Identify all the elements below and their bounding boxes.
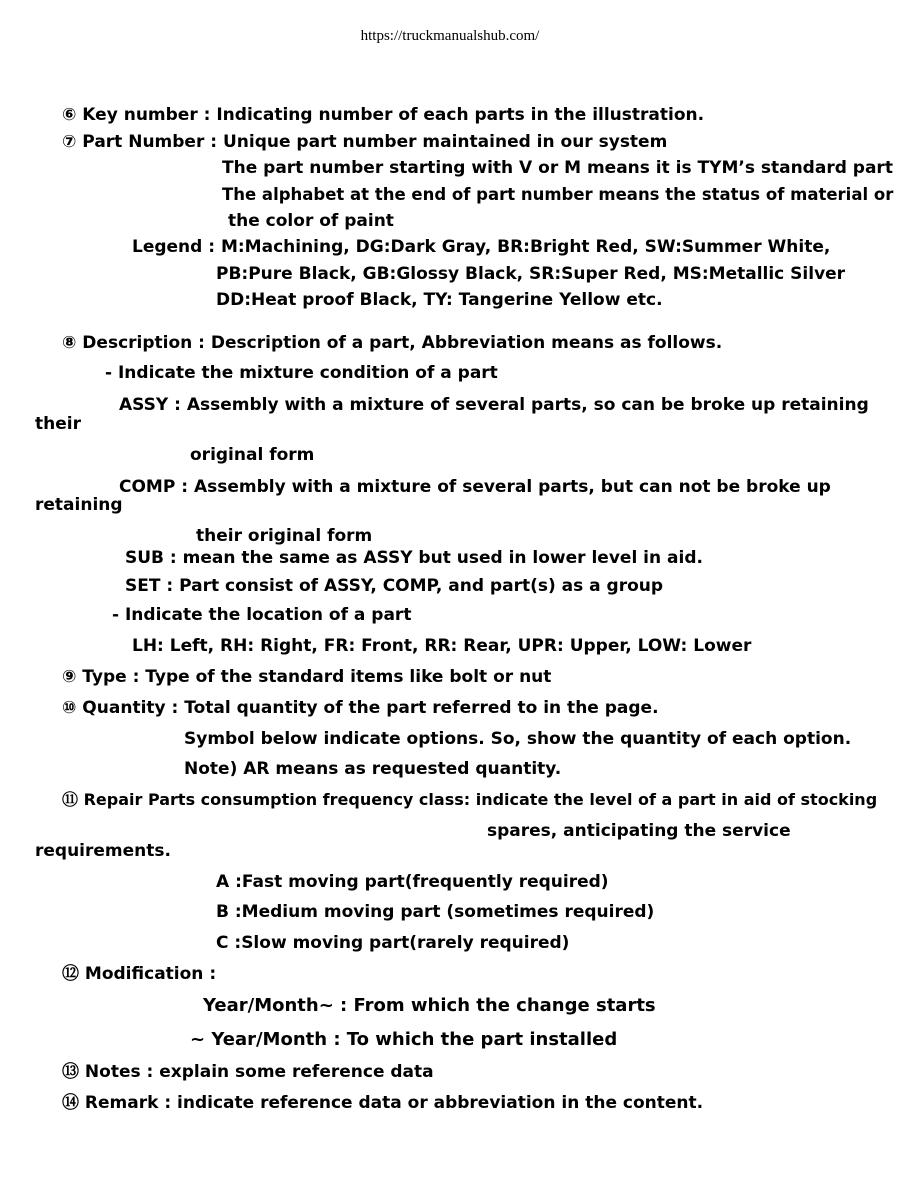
remark-heading: ⑭ Remark : indicate reference data or abbreviation in the content. bbox=[62, 1093, 704, 1113]
legend-line-1: Legend : M:Machining, DG:Dark Gray, BR:Bright Red, SW:Summer White, bbox=[132, 237, 831, 257]
quantity-heading: ⑩ Quantity : Total quantity of the part referred to in the page. bbox=[62, 698, 659, 718]
class-a: A :Fast moving part(frequently required) bbox=[216, 872, 609, 892]
comp-definition-wrap: retaining bbox=[35, 495, 123, 515]
comp-definition-cont: their original form bbox=[196, 526, 373, 546]
repair-class-line-2: requirements. bbox=[35, 841, 171, 861]
mixture-condition-title: - Indicate the mixture condition of a part bbox=[105, 363, 498, 383]
assy-definition-wrap: their bbox=[35, 414, 81, 434]
legend-line-3: DD:Heat proof Black, TY: Tangerine Yellow etc. bbox=[216, 290, 663, 310]
page-url: https://truckmanualshub.com/ bbox=[360, 28, 540, 44]
quantity-line-2: Note) AR means as requested quantity. bbox=[184, 759, 562, 779]
repair-class-heading: ⑪ Repair Parts consumption frequency class: indicate the level of a part in aid of stocking bbox=[62, 790, 878, 809]
location-title: - Indicate the location of a part bbox=[112, 605, 412, 625]
part-number-line-2: The alphabet at the end of part number means the status of material or bbox=[222, 185, 894, 204]
key-number-heading: ⑥ Key number : Indicating number of each parts in the illustration. bbox=[62, 105, 705, 125]
assy-definition-cont: original form bbox=[190, 445, 315, 465]
set-definition: SET : Part consist of ASSY, COMP, and part(s) as a group bbox=[125, 576, 664, 596]
comp-definition: COMP : Assembly with a mixture of several parts, but can not be broke up bbox=[119, 477, 831, 497]
class-b: B :Medium moving part (sometimes required) bbox=[216, 902, 655, 922]
quantity-line-1: Symbol below indicate options. So, show the quantity of each option. bbox=[184, 729, 852, 749]
location-values: LH: Left, RH: Right, FR: Front, RR: Rear, UPR: Upper, LOW: Lower bbox=[132, 636, 752, 656]
type-heading: ⑨ Type : Type of the standard items like bolt or nut bbox=[62, 667, 552, 687]
repair-class-line-1: spares, anticipating the service bbox=[487, 821, 791, 841]
description-heading: ⑧ Description : Description of a part, Abbreviation means as follows. bbox=[62, 333, 723, 353]
part-number-line-1: The part number starting with V or M means it is TYM’s standard part bbox=[222, 158, 893, 178]
modification-to: ~ Year/Month : To which the part installed bbox=[190, 1029, 618, 1050]
sub-definition: SUB : mean the same as ASSY but used in lower level in aid. bbox=[125, 548, 703, 568]
modification-heading: ⑫ Modification : bbox=[62, 964, 217, 984]
part-number-line-3: the color of paint bbox=[228, 211, 394, 231]
notes-heading: ⑬ Notes : explain some reference data bbox=[62, 1062, 434, 1082]
assy-definition: ASSY : Assembly with a mixture of several parts, so can be broke up retaining bbox=[119, 395, 869, 415]
modification-from: Year/Month~ : From which the change starts bbox=[203, 995, 656, 1016]
part-number-heading: ⑦ Part Number : Unique part number maintained in our system bbox=[62, 132, 668, 152]
class-c: C :Slow moving part(rarely required) bbox=[216, 933, 570, 953]
legend-line-2: PB:Pure Black, GB:Glossy Black, SR:Super Red, MS:Metallic Silver bbox=[216, 264, 846, 284]
